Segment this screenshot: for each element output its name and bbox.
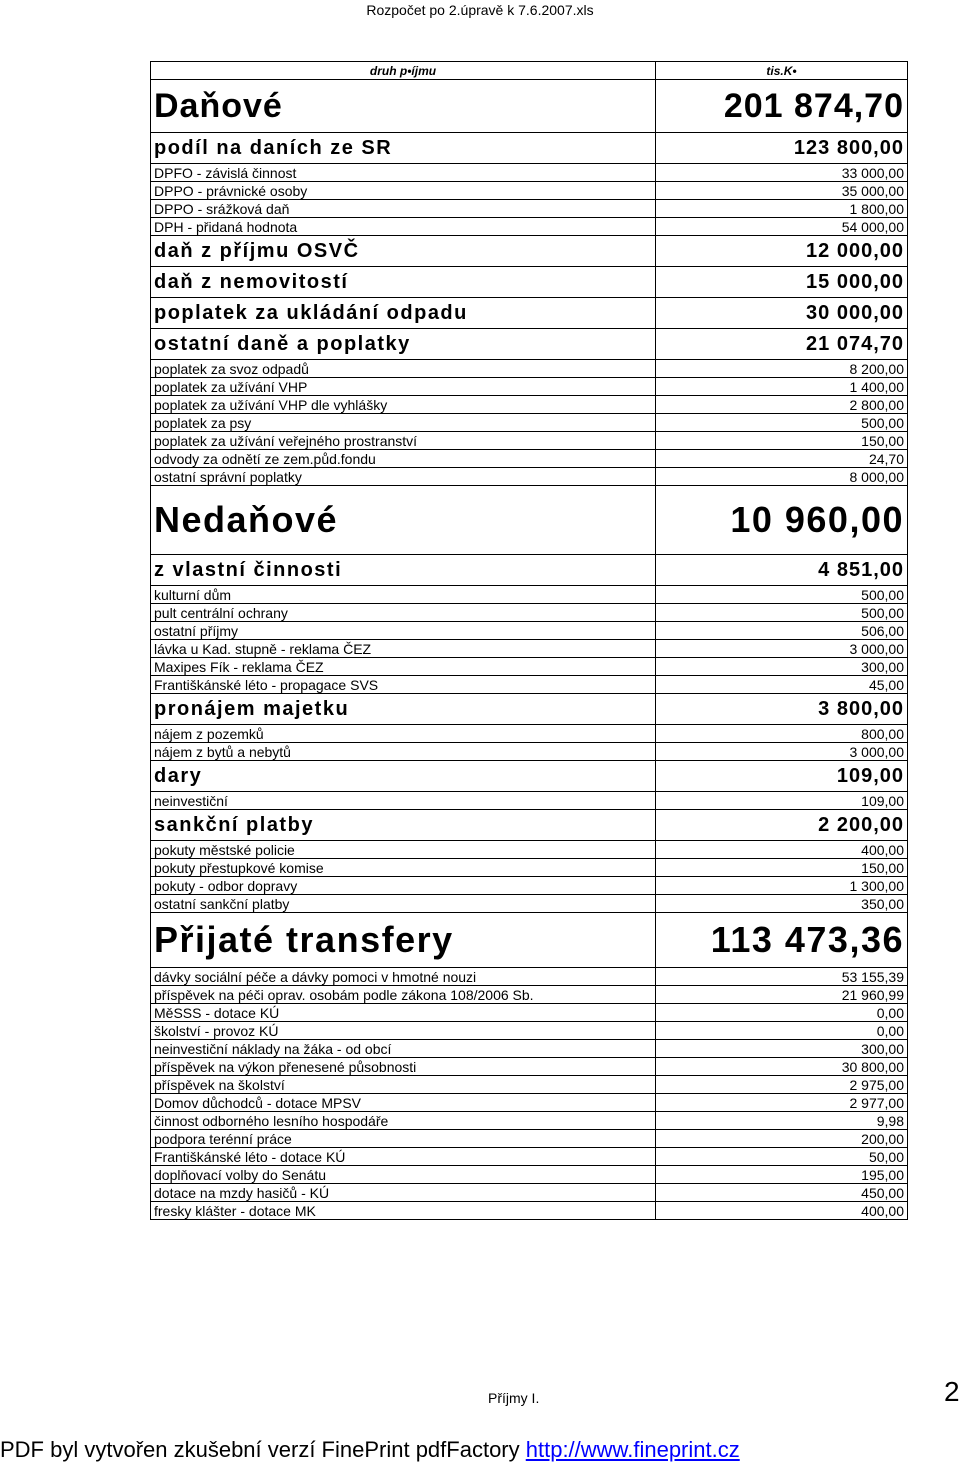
row-value: 9,98	[656, 1112, 908, 1130]
table-row	[151, 640, 908, 658]
section-row	[151, 761, 908, 792]
row-value: 21 074,70	[656, 329, 908, 360]
row-label: ostatní správní poplatky	[151, 468, 656, 486]
table-row	[151, 414, 908, 432]
row-value: 54 000,00	[656, 218, 908, 236]
row-value: 3 800,00	[656, 694, 908, 725]
table-row	[151, 895, 908, 913]
budget-table	[150, 61, 908, 1220]
row-value: 400,00	[656, 1202, 908, 1220]
row-label: neinvestiční	[151, 792, 656, 810]
row-value: 24,70	[656, 450, 908, 468]
row-label: ostatní sankční platby	[151, 895, 656, 913]
row-label: příspěvek na výkon přenesené působnosti	[151, 1058, 656, 1076]
row-value: 4 851,00	[656, 555, 908, 586]
table-row	[151, 586, 908, 604]
table-row	[151, 986, 908, 1004]
row-label: neinvestiční náklady na žáka - od obcí	[151, 1040, 656, 1058]
section-row	[151, 694, 908, 725]
page-number: 2	[944, 1376, 960, 1407]
row-value: 1 400,00	[656, 378, 908, 396]
row-value: 30 000,00	[656, 298, 908, 329]
row-label: DPH - přidaná hodnota	[151, 218, 656, 236]
row-label: pronájem majetku	[151, 694, 656, 725]
row-label: dotace na mzdy hasičů - KÚ	[151, 1184, 656, 1202]
row-value: 150,00	[656, 859, 908, 877]
table-row	[151, 877, 908, 895]
row-value: 12 000,00	[656, 236, 908, 267]
row-value: 300,00	[656, 658, 908, 676]
table-row	[151, 841, 908, 859]
sheet-label: Příjmy I.	[488, 1390, 540, 1406]
table-row	[151, 743, 908, 761]
row-value: 1 800,00	[656, 200, 908, 218]
table-row	[151, 164, 908, 182]
row-value: 400,00	[656, 841, 908, 859]
footer-text: PDF byl vytvořen zkušební verzí FinePrint pdfFactory	[0, 1437, 526, 1462]
table-row	[151, 1094, 908, 1112]
table-row	[151, 182, 908, 200]
row-label: sankční platby	[151, 810, 656, 841]
section-row	[151, 810, 908, 841]
section-row	[151, 555, 908, 586]
row-value: 500,00	[656, 604, 908, 622]
category-row	[151, 913, 908, 968]
row-label: poplatek za užívání VHP	[151, 378, 656, 396]
section-row	[151, 329, 908, 360]
footer-link[interactable]: http://www.fineprint.cz	[525, 1437, 740, 1462]
table-row	[151, 1058, 908, 1076]
table-row	[151, 1130, 908, 1148]
section-row	[151, 133, 908, 164]
row-label: dary	[151, 761, 656, 792]
row-value: 0,00	[656, 1022, 908, 1040]
row-value: 15 000,00	[656, 267, 908, 298]
table-row	[151, 1148, 908, 1166]
table-row	[151, 658, 908, 676]
table-row	[151, 1202, 908, 1220]
row-value: 201 874,70	[656, 80, 908, 133]
table-row	[151, 450, 908, 468]
row-value: 300,00	[656, 1040, 908, 1058]
table-row	[151, 200, 908, 218]
row-label: Františkánské léto - propagace SVS	[151, 676, 656, 694]
row-label: z vlastní činnosti	[151, 555, 656, 586]
row-label: nájem z pozemků	[151, 725, 656, 743]
table-row	[151, 725, 908, 743]
row-value: 150,00	[656, 432, 908, 450]
row-value: 2 200,00	[656, 810, 908, 841]
row-label: pokuty - odbor dopravy	[151, 877, 656, 895]
row-label: podíl na daních ze SR	[151, 133, 656, 164]
row-value: 8 200,00	[656, 360, 908, 378]
row-value: 500,00	[656, 586, 908, 604]
row-label: podpora terénní práce	[151, 1130, 656, 1148]
row-label: příspěvek na péči oprav. osobám podle zákona 108/2006 Sb.	[151, 986, 656, 1004]
row-value: 3 000,00	[656, 743, 908, 761]
row-value: 200,00	[656, 1130, 908, 1148]
table-row	[151, 432, 908, 450]
section-row	[151, 267, 908, 298]
table-row	[151, 1004, 908, 1022]
row-value: 30 800,00	[656, 1058, 908, 1076]
row-value: 53 155,39	[656, 968, 908, 986]
section-row	[151, 236, 908, 267]
row-value: 109,00	[656, 792, 908, 810]
row-label: fresky klášter - dotace MK	[151, 1202, 656, 1220]
row-label: Maxipes Fík - reklama ČEZ	[151, 658, 656, 676]
table-row	[151, 859, 908, 877]
row-value: 109,00	[656, 761, 908, 792]
row-label: daň z nemovitostí	[151, 267, 656, 298]
row-value: 123 800,00	[656, 133, 908, 164]
row-label: příspěvek na školství	[151, 1076, 656, 1094]
row-label: pult centrální ochrany	[151, 604, 656, 622]
row-value: 1 300,00	[656, 877, 908, 895]
table-row	[151, 792, 908, 810]
row-label: kulturní dům	[151, 586, 656, 604]
row-value: 33 000,00	[656, 164, 908, 182]
row-value: 21 960,99	[656, 986, 908, 1004]
table-row	[151, 622, 908, 640]
row-label: DPPO - srážková daň	[151, 200, 656, 218]
table-body	[151, 80, 908, 1220]
row-value: 350,00	[656, 895, 908, 913]
table-row	[151, 360, 908, 378]
table-row	[151, 1112, 908, 1130]
table-row	[151, 468, 908, 486]
row-label: DPFO - závislá činnost	[151, 164, 656, 182]
table-row	[151, 1040, 908, 1058]
row-label: Domov důchodců - dotace MPSV	[151, 1094, 656, 1112]
category-row	[151, 486, 908, 555]
row-label: pokuty přestupkové komise	[151, 859, 656, 877]
table-row	[151, 604, 908, 622]
row-label: Nedaňové	[151, 486, 656, 555]
row-value: 2 977,00	[656, 1094, 908, 1112]
row-label: Františkánské léto - dotace KÚ	[151, 1148, 656, 1166]
row-label: poplatek za svoz odpadů	[151, 360, 656, 378]
document-title: Rozpočet po 2.úpravě k 7.6.2007.xls	[366, 2, 594, 18]
row-value: 800,00	[656, 725, 908, 743]
table-row	[151, 968, 908, 986]
row-label: školství - provoz KÚ	[151, 1022, 656, 1040]
row-value: 35 000,00	[656, 182, 908, 200]
row-value: 50,00	[656, 1148, 908, 1166]
row-value: 10 960,00	[656, 486, 908, 555]
row-label: dávky sociální péče a dávky pomoci v hmotné nouzi	[151, 968, 656, 986]
footer	[0, 1437, 740, 1463]
row-label: MěSSS - dotace KÚ	[151, 1004, 656, 1022]
table-row	[151, 1022, 908, 1040]
row-value: 113 473,36	[656, 913, 908, 968]
row-label: činnost odborného lesního hospodáře	[151, 1112, 656, 1130]
row-value: 2 975,00	[656, 1076, 908, 1094]
row-label: odvody za odnětí ze zem.půd.fondu	[151, 450, 656, 468]
row-label: ostatní daně a poplatky	[151, 329, 656, 360]
row-label: DPPO - právnické osoby	[151, 182, 656, 200]
row-value: 500,00	[656, 414, 908, 432]
row-label: doplňovací volby do Senátu	[151, 1166, 656, 1184]
table-row	[151, 676, 908, 694]
row-value: 45,00	[656, 676, 908, 694]
column-header-type: druh p•íjmu	[151, 62, 656, 80]
table-row	[151, 1166, 908, 1184]
row-value: 506,00	[656, 622, 908, 640]
table-row	[151, 396, 908, 414]
column-header-amount: tis.K•	[656, 62, 908, 80]
section-row	[151, 298, 908, 329]
row-label: poplatek za psy	[151, 414, 656, 432]
row-label: poplatek za užívání VHP dle vyhlášky	[151, 396, 656, 414]
row-label: daň z příjmu OSVČ	[151, 236, 656, 267]
row-label: Daňové	[151, 80, 656, 133]
table-row	[151, 1184, 908, 1202]
row-label: Přijaté transfery	[151, 913, 656, 968]
row-value: 195,00	[656, 1166, 908, 1184]
row-label: lávka u Kad. stupně - reklama ČEZ	[151, 640, 656, 658]
table-header-row	[151, 62, 908, 80]
row-value: 450,00	[656, 1184, 908, 1202]
category-row	[151, 80, 908, 133]
table-row	[151, 218, 908, 236]
table-row	[151, 378, 908, 396]
row-value: 3 000,00	[656, 640, 908, 658]
row-value: 0,00	[656, 1004, 908, 1022]
row-label: nájem z bytů a nebytů	[151, 743, 656, 761]
row-value: 8 000,00	[656, 468, 908, 486]
row-label: poplatek za užívání veřejného prostranství	[151, 432, 656, 450]
row-label: poplatek za ukládání odpadu	[151, 298, 656, 329]
row-value: 2 800,00	[656, 396, 908, 414]
row-label: pokuty městské policie	[151, 841, 656, 859]
table-row	[151, 1076, 908, 1094]
row-label: ostatní příjmy	[151, 622, 656, 640]
